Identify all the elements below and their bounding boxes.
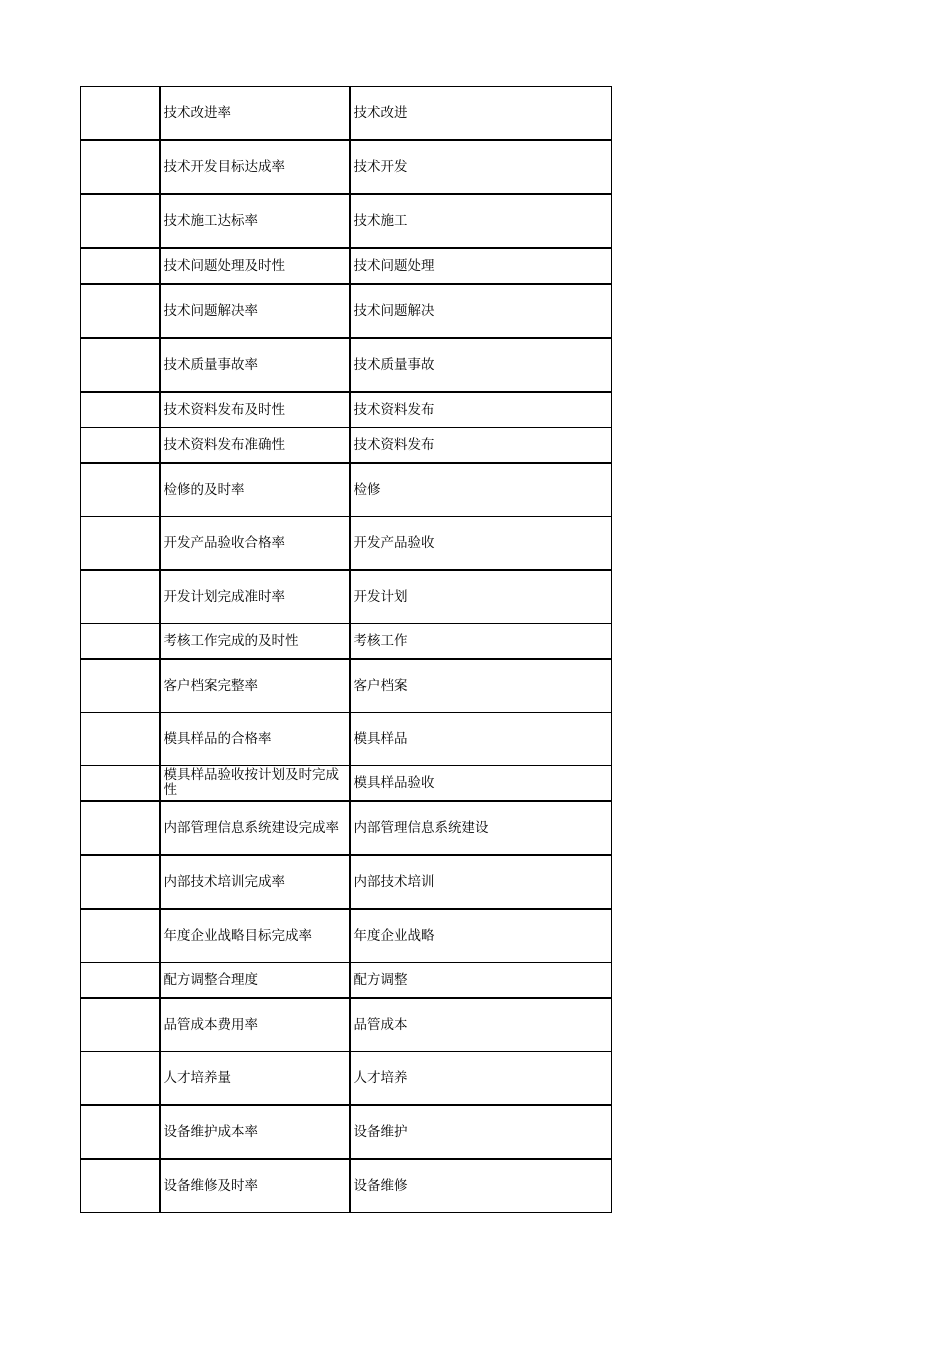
indicator-name-cell: 技术改进率 bbox=[160, 87, 350, 141]
indicator-table-body bbox=[81, 87, 612, 1213]
indicator-name-cell: 开发产品验收合格率 bbox=[160, 517, 350, 571]
indicator-table bbox=[80, 86, 612, 1213]
work-item-cell: 技术问题处理 bbox=[350, 248, 612, 284]
indicator-name-cell: 开发计划完成准时率 bbox=[160, 570, 350, 624]
work-item-cell: 技术问题解决 bbox=[350, 284, 612, 338]
work-item-cell: 开发产品验收 bbox=[350, 517, 612, 571]
table-row bbox=[81, 140, 612, 194]
indicator-name-cell: 人才培养量 bbox=[160, 1052, 350, 1106]
work-item-cell: 检修 bbox=[350, 463, 612, 517]
work-item-cell: 技术施工 bbox=[350, 194, 612, 248]
row-blank-cell bbox=[81, 963, 160, 999]
table-row bbox=[81, 392, 612, 428]
table-row bbox=[81, 766, 612, 802]
row-blank-cell bbox=[81, 1159, 160, 1213]
indicator-name-cell: 技术资料发布准确性 bbox=[160, 428, 350, 464]
work-item-cell: 客户档案 bbox=[350, 659, 612, 713]
work-item-cell: 开发计划 bbox=[350, 570, 612, 624]
work-item-cell: 设备维护 bbox=[350, 1105, 612, 1159]
indicator-name-cell: 模具样品的合格率 bbox=[160, 713, 350, 766]
indicator-name-cell: 配方调整合理度 bbox=[160, 963, 350, 999]
indicator-name-cell: 技术开发目标达成率 bbox=[160, 140, 350, 194]
table-row bbox=[81, 284, 612, 338]
table-row bbox=[81, 855, 612, 909]
table-row bbox=[81, 194, 612, 248]
row-blank-cell bbox=[81, 1052, 160, 1106]
table-row bbox=[81, 1105, 612, 1159]
row-blank-cell bbox=[81, 428, 160, 464]
row-blank-cell bbox=[81, 338, 160, 392]
work-item-cell: 内部技术培训 bbox=[350, 855, 612, 909]
row-blank-cell bbox=[81, 284, 160, 338]
work-item-cell: 技术改进 bbox=[350, 87, 612, 141]
work-item-cell: 技术开发 bbox=[350, 140, 612, 194]
table-row bbox=[81, 963, 612, 999]
indicator-name-cell: 内部管理信息系统建设完成率 bbox=[160, 801, 350, 855]
work-item-cell: 模具样品验收 bbox=[350, 766, 612, 802]
row-blank-cell bbox=[81, 909, 160, 963]
row-blank-cell bbox=[81, 570, 160, 624]
table-row bbox=[81, 1052, 612, 1106]
row-blank-cell bbox=[81, 392, 160, 428]
work-item-cell: 配方调整 bbox=[350, 963, 612, 999]
work-item-cell: 技术质量事故 bbox=[350, 338, 612, 392]
row-blank-cell bbox=[81, 87, 160, 141]
row-blank-cell bbox=[81, 140, 160, 194]
table-row bbox=[81, 248, 612, 284]
work-item-cell: 考核工作 bbox=[350, 624, 612, 660]
table-row bbox=[81, 998, 612, 1052]
row-blank-cell bbox=[81, 624, 160, 660]
indicator-name-cell: 技术问题解决率 bbox=[160, 284, 350, 338]
table-row bbox=[81, 570, 612, 624]
row-blank-cell bbox=[81, 766, 160, 802]
work-item-cell: 技术资料发布 bbox=[350, 428, 612, 464]
row-blank-cell bbox=[81, 517, 160, 571]
table-row bbox=[81, 801, 612, 855]
indicator-name-cell: 年度企业战略目标完成率 bbox=[160, 909, 350, 963]
indicator-name-cell: 设备维修及时率 bbox=[160, 1159, 350, 1213]
table-row bbox=[81, 713, 612, 766]
work-item-cell: 设备维修 bbox=[350, 1159, 612, 1213]
indicator-name-cell: 品管成本费用率 bbox=[160, 998, 350, 1052]
table-row bbox=[81, 659, 612, 713]
work-item-cell: 内部管理信息系统建设 bbox=[350, 801, 612, 855]
table-row bbox=[81, 338, 612, 392]
indicator-name-cell: 检修的及时率 bbox=[160, 463, 350, 517]
work-item-cell: 模具样品 bbox=[350, 713, 612, 766]
indicator-name-cell: 技术质量事故率 bbox=[160, 338, 350, 392]
indicator-name-cell: 技术资料发布及时性 bbox=[160, 392, 350, 428]
row-blank-cell bbox=[81, 463, 160, 517]
table-row bbox=[81, 624, 612, 660]
indicator-name-cell: 技术施工达标率 bbox=[160, 194, 350, 248]
table-row bbox=[81, 428, 612, 464]
row-blank-cell bbox=[81, 1105, 160, 1159]
table-row bbox=[81, 1159, 612, 1213]
table-row bbox=[81, 517, 612, 571]
table-row bbox=[81, 909, 612, 963]
row-blank-cell bbox=[81, 855, 160, 909]
indicator-name-cell: 客户档案完整率 bbox=[160, 659, 350, 713]
row-blank-cell bbox=[81, 801, 160, 855]
indicator-name-cell: 技术问题处理及时性 bbox=[160, 248, 350, 284]
row-blank-cell bbox=[81, 248, 160, 284]
indicator-name-cell: 模具样品验收按计划及时完成性 bbox=[160, 766, 350, 802]
table-row bbox=[81, 463, 612, 517]
indicator-name-cell: 设备维护成本率 bbox=[160, 1105, 350, 1159]
work-item-cell: 年度企业战略 bbox=[350, 909, 612, 963]
table-row bbox=[81, 87, 612, 141]
indicator-name-cell: 内部技术培训完成率 bbox=[160, 855, 350, 909]
row-blank-cell bbox=[81, 194, 160, 248]
work-item-cell: 人才培养 bbox=[350, 1052, 612, 1106]
row-blank-cell bbox=[81, 659, 160, 713]
indicator-name-cell: 考核工作完成的及时性 bbox=[160, 624, 350, 660]
work-item-cell: 品管成本 bbox=[350, 998, 612, 1052]
row-blank-cell bbox=[81, 998, 160, 1052]
work-item-cell: 技术资料发布 bbox=[350, 392, 612, 428]
row-blank-cell bbox=[81, 713, 160, 766]
